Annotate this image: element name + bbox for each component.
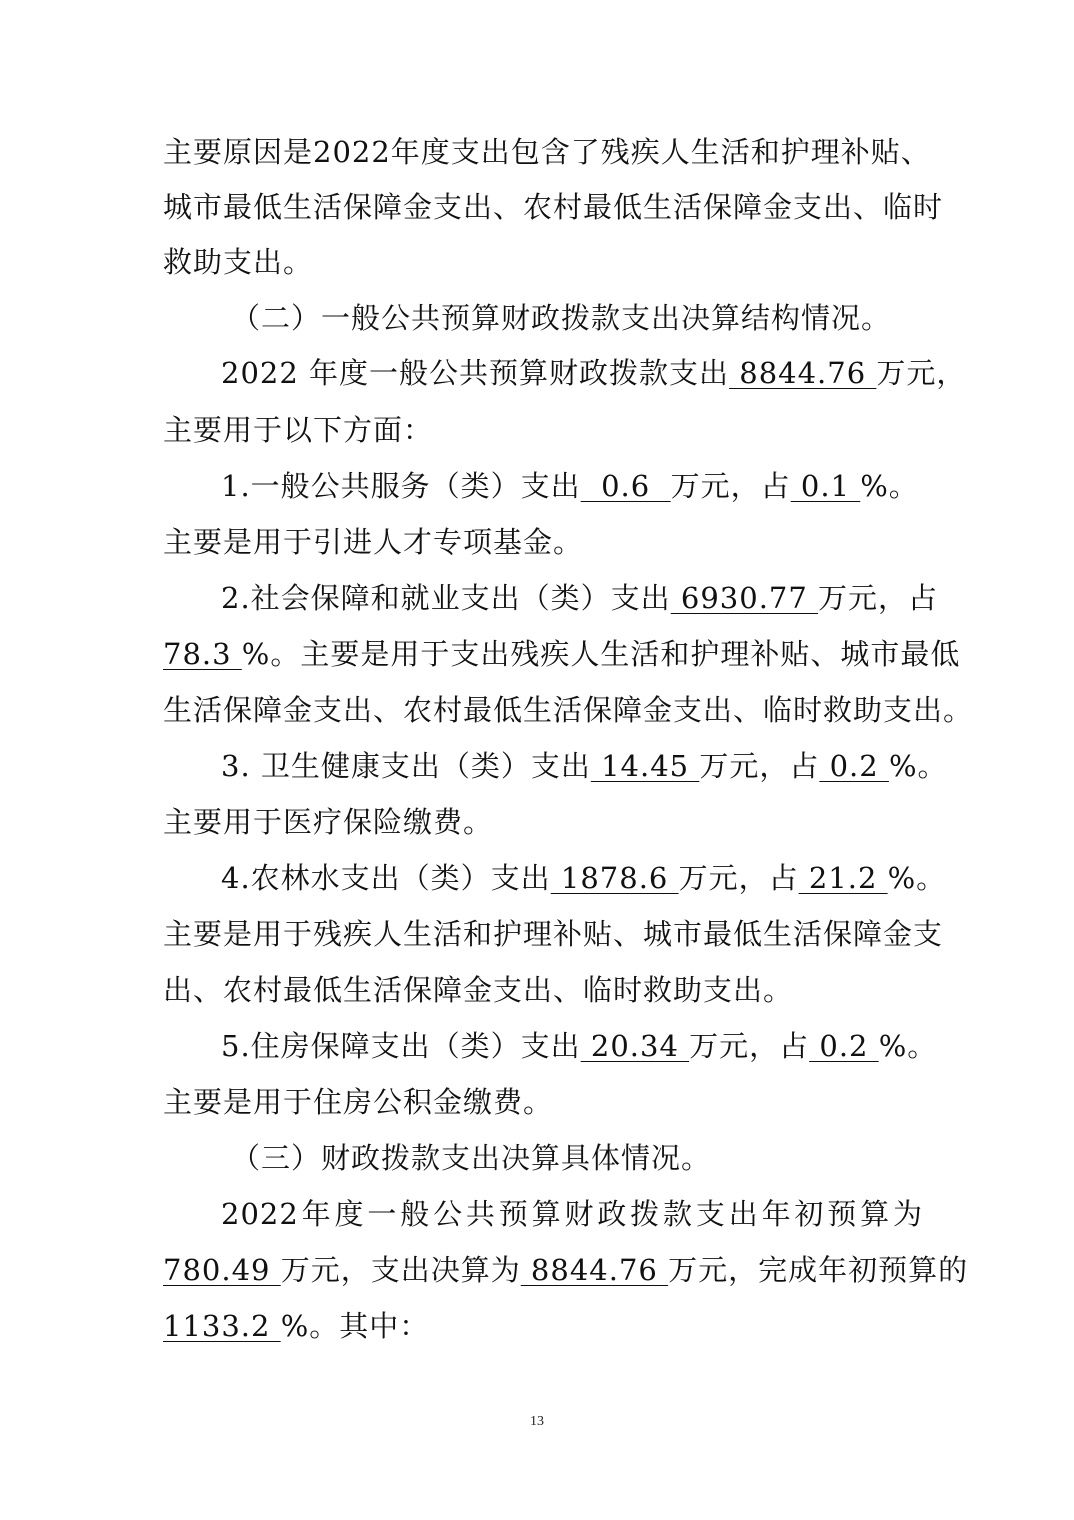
text-run: 万元，占 [689, 1029, 810, 1063]
section-heading [231, 298, 923, 338]
section-heading [231, 1138, 923, 1178]
text-line [163, 1250, 969, 1290]
text-line [163, 132, 931, 172]
filled-value: 1878.6 [550, 861, 679, 895]
text-run: （二）一般公共预算财政拨款支出决算结构情况。 [231, 301, 892, 335]
text-run: 万元，占 [699, 749, 820, 783]
text-run: 4.农林水支出（类）支出 [221, 861, 551, 895]
text-line [221, 1194, 923, 1234]
list-item-line [221, 578, 939, 618]
text-line [163, 410, 923, 450]
text-line [163, 914, 944, 954]
text-run: 出、农村最低生活保障金支出、临时救助支出。 [163, 973, 794, 1007]
text-run: 万元，支出决算为 [280, 1253, 521, 1287]
text-run: 主要是用于引进人才专项基金。 [163, 525, 584, 559]
list-item-line [221, 858, 947, 898]
text-line [163, 634, 961, 674]
list-item-line [221, 1026, 938, 1066]
text-run: 城市最低生活保障金支出、农村最低生活保障金支出、临时 [163, 190, 944, 224]
filled-value: 0.1 [790, 469, 861, 503]
text-run: 1.一般公共服务（类）支出 [221, 469, 581, 503]
text-run: 万元，完成年初预算的 [668, 1253, 969, 1287]
text-line [163, 242, 923, 282]
text-run: %。 [860, 469, 919, 503]
filled-value: 8844.76 [520, 1253, 669, 1287]
text-run: 救助支出。 [163, 245, 314, 279]
text-line [163, 1082, 923, 1122]
text-run: 生活保障金支出、农村最低生活保障金支出、临时救助支出。 [163, 693, 974, 727]
page-number: 13 [530, 1414, 544, 1429]
text-line [163, 522, 923, 562]
text-run: %。主要是用于支出残疾人生活和护理补贴、城市最低 [241, 637, 961, 671]
filled-value: 1133.2 [163, 1309, 281, 1343]
filled-value: 78.3 [163, 637, 242, 671]
text-line [221, 353, 967, 393]
text-line [163, 690, 974, 730]
filled-value: 0.2 [809, 1029, 879, 1063]
list-item-line [221, 466, 923, 506]
text-run: 主要是用于残疾人生活和护理补贴、城市最低生活保障金支 [163, 917, 944, 951]
text-line [163, 970, 923, 1010]
text-run: 主要用于医疗保险缴费。 [163, 805, 494, 839]
text-run: 主要是用于住房公积金缴费。 [163, 1085, 554, 1119]
text-run: 2.社会保障和就业支出（类）支出 [221, 581, 671, 615]
text-run: 2022年度一般公共预算财政拨款支出年初预算为 [221, 1197, 923, 1231]
filled-value: 0.2 [819, 749, 889, 783]
text-run: %。其中： [280, 1309, 430, 1343]
text-run: 主要原因是2022年度支出包含了残疾人生活和护理补贴、 [163, 135, 931, 169]
text-run: 万元，占 [670, 469, 791, 503]
filled-value: 21.2 [798, 861, 888, 895]
text-run: 2022 年度一般公共预算财政拨款支出 [221, 356, 730, 390]
text-run: 万元， [876, 356, 967, 390]
text-run: （三）财政拨款支出决算具体情况。 [231, 1141, 712, 1175]
text-run: %。 [887, 861, 947, 895]
text-run: 3. 卫生健康支出（类）支出 [221, 749, 591, 783]
filled-value: 780.49 [163, 1253, 281, 1287]
text-run: %。 [888, 749, 948, 783]
filled-value: 6930.77 [670, 581, 819, 615]
filled-value: 0.6 [580, 469, 671, 503]
filled-value: 20.34 [580, 1029, 690, 1063]
list-item-line [221, 746, 948, 786]
text-line [163, 187, 944, 227]
text-line [163, 802, 923, 842]
text-run: 5.住房保障支出（类）支出 [221, 1029, 581, 1063]
filled-value: 14.45 [590, 749, 700, 783]
filled-value: 8844.76 [729, 356, 877, 390]
text-run: 万元，占 [678, 861, 799, 895]
text-run: %。 [878, 1029, 938, 1063]
text-run: 万元，占 [818, 581, 939, 615]
text-line [163, 1306, 923, 1346]
text-run: 主要用于以下方面： [163, 413, 434, 447]
